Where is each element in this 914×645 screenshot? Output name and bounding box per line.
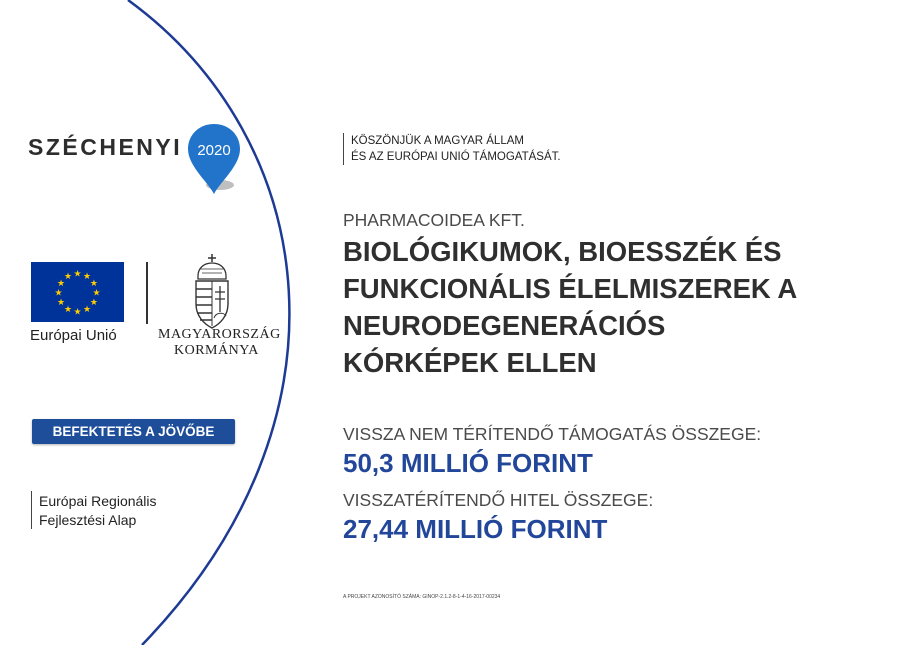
- grant-amount: 50,3 MILLIÓ FORINT: [343, 448, 593, 478]
- project-title-line: FUNKCIONÁLIS ÉLELMISZEREK A: [343, 273, 798, 304]
- fund-divider: [31, 491, 32, 529]
- szechenyi-logo-text: SZÉCHENYI: [28, 134, 183, 160]
- loan-amount: 27,44 MILLIÓ FORINT: [343, 514, 608, 544]
- fund-name-line1: Európai Regionális: [39, 493, 157, 509]
- loan-label: VISSZATÉRÍTENDŐ HITEL ÖSSZEGE:: [343, 490, 654, 510]
- logo-divider: [146, 262, 148, 324]
- eu-star-icon: ★: [57, 297, 66, 307]
- project-id: A PROJEKT AZONOSÍTÓ SZÁMA: GINOP-2.1.2-8-1-4-16-2017-00234: [343, 594, 501, 600]
- eu-star-icon: ★: [63, 303, 73, 314]
- fund-name-line2: Fejlesztési Alap: [39, 512, 137, 528]
- eu-star-icon: ★: [73, 268, 82, 279]
- government-label-line2: KORMÁNYA: [174, 343, 259, 358]
- eu-label: Európai Unió: [30, 327, 117, 344]
- thanks-line2: ÉS AZ EURÓPAI UNIÓ TÁMOGATÁSÁT.: [351, 151, 561, 163]
- invest-in-future-badge: BEFEKTETÉS A JÖVŐBE: [32, 419, 235, 444]
- government-label-line1: MAGYARORSZÁG: [158, 327, 281, 342]
- eu-star-icon: ★: [63, 271, 73, 282]
- eu-star-icon: ★: [82, 271, 92, 282]
- grant-label: VISSZA NEM TÉRÍTENDŐ TÁMOGATÁS ÖSSZEGE:: [343, 424, 762, 444]
- project-title-line: NEURODEGENERÁCIÓS: [343, 310, 666, 341]
- company-name: PHARMACOIDEA KFT.: [343, 210, 525, 230]
- eu-star-icon: ★: [92, 287, 101, 298]
- eu-flag-icon: [31, 262, 124, 322]
- project-title-line: BIOLÓGIKUMOK, BIOESSZÉK ÉS: [343, 236, 782, 267]
- hungarian-crest-icon: [190, 252, 234, 330]
- eu-star-icon: ★: [57, 278, 66, 288]
- thanks-line1: KÖSZÖNJÜK A MAGYAR ÁLLAM: [351, 135, 524, 147]
- eu-star-icon: ★: [54, 287, 63, 298]
- eu-star-icon: ★: [82, 303, 92, 314]
- eu-star-icon: ★: [89, 278, 98, 288]
- eu-star-icon: ★: [73, 306, 82, 317]
- thanks-divider: [343, 133, 344, 165]
- szechenyi-year: 2020: [197, 142, 231, 159]
- eu-star-icon: ★: [89, 297, 98, 307]
- project-title-line: KÓRKÉPEK ELLEN: [343, 347, 597, 378]
- szechenyi-2020-pin-icon: [186, 122, 242, 198]
